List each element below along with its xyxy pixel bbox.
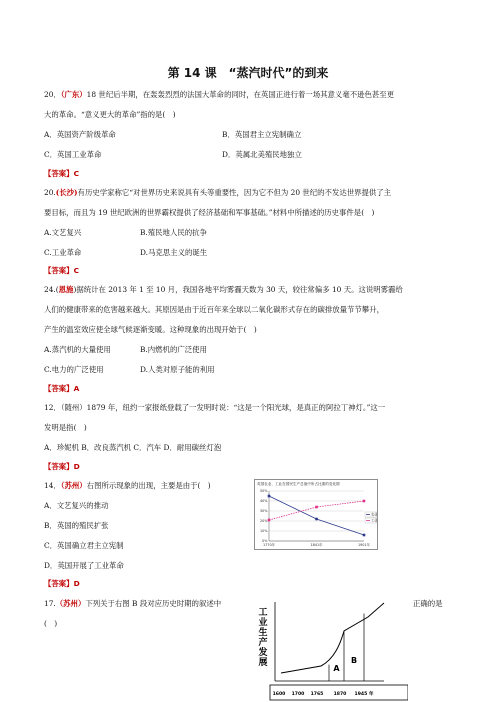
data-point <box>363 500 366 503</box>
question-17-suzhou-line1-end: 正确的是 <box>413 599 443 608</box>
data-point <box>268 519 271 522</box>
question-24-enshi-line2: 人们的健康带来的危害越来越大。其原因是由于近百年来全球以二氧化碳形式存在的碳排放量节节攀升， <box>44 305 384 314</box>
option-a: A．文艺复兴的推动 <box>44 501 109 510</box>
option-c: C.电力的广泛使用 <box>44 365 104 374</box>
data-point <box>268 495 271 498</box>
chart-title: 英国农业、工业在国民生产总值中所占比重的变化图 <box>257 482 340 486</box>
x-tick-label: 1770年 <box>262 543 276 547</box>
y-axis-label-char: 工 <box>258 608 268 618</box>
y-tick-label: 10% <box>259 529 268 534</box>
page-title: 第 14 课 “蒸汽时代”的到来 <box>167 66 329 80</box>
question-20-guangdong-line2: 大的革命。“意义更大的革命”指的是( ) <box>44 110 176 119</box>
x-tick-label: 1870 <box>333 692 347 697</box>
question-20-changsha-line1: 20.(长沙)有历史学家称它“对世界历史来说具有头等重要性，因为它不但为 20 世纪的不发达世界提供了主 <box>44 188 392 197</box>
y-axis-label-char: 产 <box>258 638 268 648</box>
option-c: C．英国确立君主立宪制 <box>44 541 124 550</box>
y-axis-label-char: 业 <box>258 618 268 628</box>
question-24-enshi-line3: 产生的温室效应使全球气候逐渐变暖。这种现象的出现开始于( ) <box>44 325 257 334</box>
answer: 【答案】A <box>44 384 80 393</box>
option-b: B.内燃机的广泛使用 <box>140 345 207 354</box>
industrial-development-chart <box>254 599 408 702</box>
question-20-changsha-line2: 要目标，而且为 19 世纪欧洲的世界霸权提供了经济基础和军事基础。”材料中所描述的历史事件是( ) <box>44 208 375 217</box>
x-tick-label: 1700 <box>291 692 305 697</box>
option-d: D．英国开展了工业革命 <box>44 561 124 570</box>
data-point <box>315 518 318 521</box>
y-tick-label: 40% <box>259 499 268 504</box>
option-c: C.工业革命 <box>44 248 82 257</box>
segment-label-b: B <box>350 656 358 665</box>
y-tick-label: 30% <box>259 509 268 514</box>
y-axis-label-char: 发 <box>258 648 268 658</box>
x-tick-label: 1765 <box>310 692 324 697</box>
answer: 【答案】C <box>44 169 79 178</box>
option-d: D．英属北美殖民地独立 <box>222 150 302 159</box>
x-tick-label: 1901年 <box>357 543 371 547</box>
segment-label-a: A <box>333 664 340 673</box>
y-axis-label-char: 展 <box>258 658 268 668</box>
x-tick-label: 1841年 <box>310 543 323 547</box>
y-tick-label: 0% <box>262 539 268 544</box>
x-tick-label: 1600 <box>272 692 286 697</box>
question-20-guangdong-line1: 20．（广东）18 世纪后半期，在轰轰烈烈的法国大革命的同时，在英国正进行着一场其意义毫不逊色甚至更 <box>44 90 395 99</box>
x-tick-label: 1945 年 <box>354 692 374 697</box>
legend-label: 工业 <box>371 518 378 523</box>
options-line: A．珍妮机 B．改良蒸汽机 C．汽车 D．耐用碳丝灯泡 <box>44 443 222 452</box>
question-12-suizhou-line1: 12．（随州）1879 年，纽约一家报纸登载了一发明时说：“这是一个阳光球，是真正的阿拉丁神灯。”这一 <box>44 403 386 412</box>
question-14-suzhou-line1: 14．（苏州）右图所示现象的出现，主要是由于( ) <box>44 481 211 490</box>
answer: 【答案】C <box>44 266 79 275</box>
option-a: A.蒸汽机的大量使用 <box>44 345 111 354</box>
option-d: D.马克思主义的诞生 <box>140 248 208 257</box>
option-d: D.人类对原子能的利用 <box>140 365 215 374</box>
option-c: C．英国工业革命 <box>44 150 102 159</box>
question-17-suzhou-line1: 17.（苏州）下列关于右图 B 段对应历史时期的叙述中 <box>44 599 222 608</box>
data-point <box>363 534 366 537</box>
y-tick-label: 20% <box>259 519 268 524</box>
question-24-enshi-line1: 24.(恩施)据统计在 2013 年 1 至 10 月，我国各地平均雾霾天数为 30 天，较往常偏多 10 天。这说明雾霾给 <box>44 285 403 294</box>
question-12-suizhou-line2: 发明是指( ) <box>44 423 87 432</box>
answer: 【答案】D <box>44 462 80 471</box>
question-17-suzhou-line2: ( ) <box>44 619 58 628</box>
answer: 【答案】D <box>44 579 80 588</box>
option-b: B.殖民地人民的抗争 <box>140 228 207 237</box>
option-b: B．英国的殖民扩张 <box>44 521 109 530</box>
growth-curve <box>281 603 384 673</box>
data-point <box>315 506 318 509</box>
legend-label: 农业 <box>371 512 378 517</box>
y-axis-label <box>257 607 267 668</box>
option-b: B．英国君主立宪制确立 <box>222 130 302 139</box>
agri-industry-share-chart <box>254 479 378 550</box>
option-a: A.文艺复兴 <box>44 228 82 237</box>
y-axis-label-char: 生 <box>258 628 268 638</box>
option-a: A．英国资产阶级革命 <box>44 130 116 139</box>
y-tick-label: 50% <box>259 489 268 494</box>
